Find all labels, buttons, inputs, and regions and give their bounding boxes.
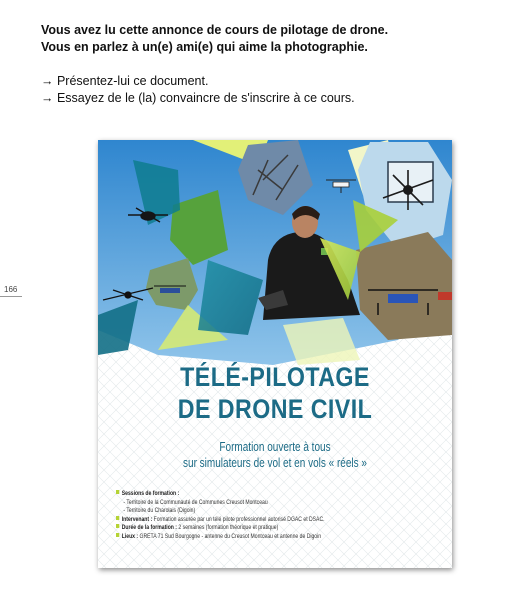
duree-text: 2 semaines (formation théorique et pratique)	[178, 524, 279, 532]
instructions	[41, 22, 481, 107]
poster-subtitle-line-2: sur simulateurs de vol et en vols « réels »	[183, 456, 367, 470]
instruction-line-2: Vous en parlez à un(e) ami(e) qui aime la photographie.	[41, 40, 368, 54]
bullet-icon	[116, 490, 119, 494]
poster-subtitle-line-1: Formation ouverte à tous	[219, 440, 331, 454]
poster-title-line-2: DE DRONE CIVIL	[177, 394, 373, 424]
bullet-icon	[116, 533, 119, 537]
intervenant-label: Intervenant :	[121, 515, 153, 523]
instruction-line-1: Vous avez lu cette annonce de cours de pilotage de drone.	[41, 23, 389, 37]
page-number: 166	[4, 285, 18, 294]
page-number-rule	[0, 296, 22, 297]
lieux-text: GRETA 71 Sud Bourgogne - antenne du Creusot Montceau et antenne de Digoin	[139, 532, 322, 540]
lieux-row	[116, 533, 383, 542]
bullet-icon	[116, 524, 119, 528]
sessions-label: Sessions de formation :	[121, 490, 180, 497]
instruction-item-1: → Présentez-lui ce document.	[41, 74, 209, 88]
duree-row	[116, 524, 383, 533]
drone-course-poster	[98, 140, 452, 568]
poster-details	[116, 490, 441, 542]
bullet-icon	[116, 516, 119, 520]
poster-title-line-1: TÉLÉ-PILOTAGE	[180, 362, 370, 392]
session-item: - Territoire du Charolais (Digoin)	[123, 507, 196, 515]
intervenant-text: Formation assurée par un télé pilote professionnel autorisé DGAC et DSAC.	[153, 515, 325, 523]
sessions-row	[116, 490, 383, 499]
intervenant-row	[116, 516, 383, 525]
instruction-item-2: → Essayez de le (la) convaincre de s'inscrire à ce cours.	[41, 91, 355, 105]
session-item: - Territoire de la Communauté de Communes Creusot Montceau	[123, 498, 268, 506]
lieux-label: Lieux :	[121, 532, 139, 540]
duree-label: Durée de la formation :	[121, 524, 178, 532]
